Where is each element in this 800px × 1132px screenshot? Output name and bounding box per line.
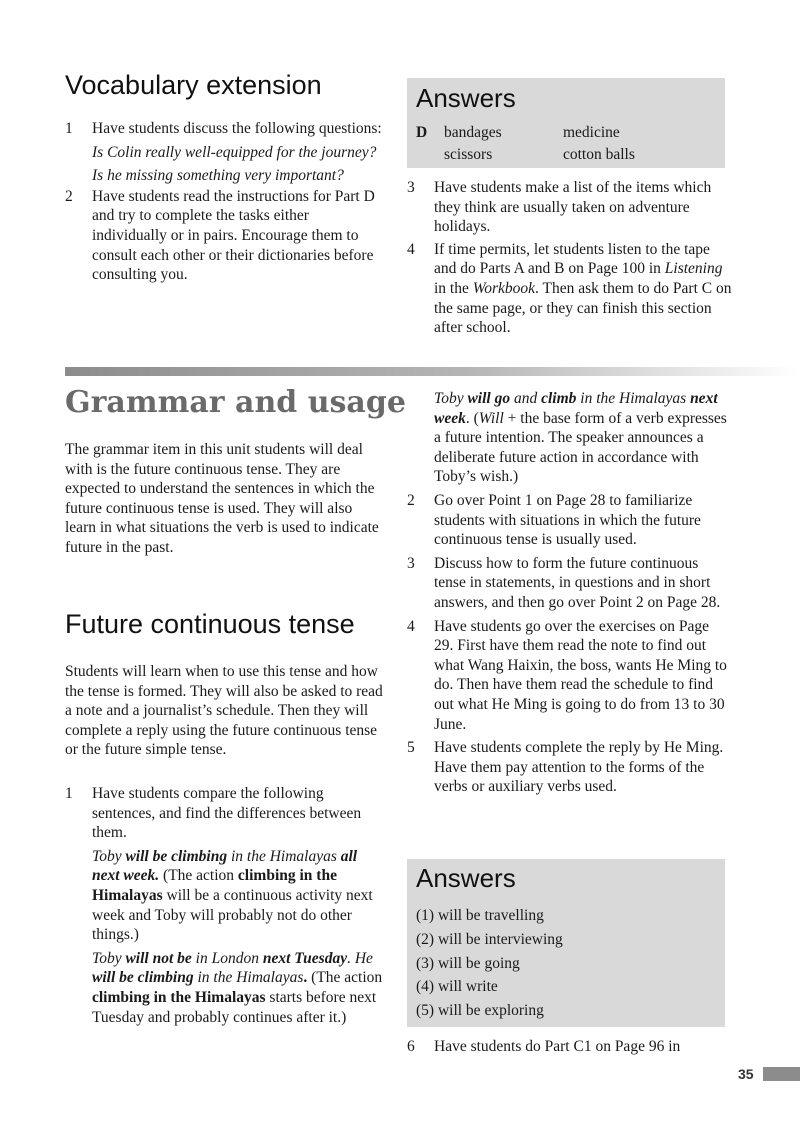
item-number: 4 — [407, 240, 415, 258]
vocab-list — [65, 119, 385, 285]
list-item — [407, 554, 732, 613]
answers-part-label: D — [416, 124, 428, 141]
example-sentence-1: Toby will be climbing in the Himalayas all next week. (The action climbing in the Himalayas will be a continuous activity next week and Toby will probably not do other things.) — [92, 847, 373, 944]
answer-cell: medicine — [563, 124, 620, 141]
question-1: Is Colin really well-equipped for the journey? — [92, 143, 377, 161]
item-number: 1 — [65, 785, 73, 802]
answer-item: (2) will be interviewing — [416, 930, 563, 948]
answer-item: (4) will write — [416, 978, 498, 996]
list-item — [407, 617, 732, 735]
example-sentence-2: Toby will not be in London next Tuesday. He will be climbing in the Himalayas. (The action climbing in the Himalayas starts before next Tuesday and probably continues after it.) — [92, 949, 383, 1026]
page-number-bar — [763, 1067, 800, 1081]
item-text: If time permits, let students listen to the tape and do Parts A and B on Page 100 in Listening in the Workbook. Then ask them to do Part C on the same page, or they can finish this section after school. — [434, 240, 732, 337]
answer-cell: bandages — [444, 124, 502, 141]
fct-title: Future continuous tense — [65, 609, 355, 639]
answers-box-bottom — [407, 859, 725, 1027]
item-text: Have students compare the following sentences, and find the differences between them. — [92, 785, 362, 842]
right-mid-list — [407, 389, 732, 797]
answers-title: Answers — [416, 863, 516, 893]
answers-box-top — [407, 78, 725, 168]
item-text: Have students discuss the following questions: — [92, 120, 382, 137]
answer-item: (1) will be travelling — [416, 907, 544, 924]
item-number: 3 — [407, 554, 415, 572]
list-item — [407, 240, 732, 338]
answer-cell: scissors — [444, 146, 493, 163]
item-number: 3 — [407, 179, 415, 196]
item-number: 1 — [65, 120, 73, 137]
item-text: Have students complete the reply by He Ming. Have them pay attention to the forms of the verbs or auxiliary verbs used. — [434, 739, 724, 796]
item-text: Have students go over the exercises on Page 29. First have them read the note to find out what Wang Haixin, the boss, wants He Ming to do. Then have them read the schedule to find out what He Ming is going to do from 13 to 30 June. — [434, 617, 727, 733]
list-item — [407, 178, 732, 237]
vocab-item-2 — [65, 187, 385, 285]
answers-title: Answers — [416, 83, 516, 113]
vocab-item-1 — [65, 119, 385, 186]
item-number: 2 — [407, 491, 415, 509]
item-number: 5 — [407, 739, 415, 757]
right-top-list — [407, 178, 732, 338]
question-2: Is he missing something very important? — [92, 167, 344, 185]
example-sentence-3: Toby will go and climb in the Himalayas next week. (Will + the base form of a verb expresses a future intention. The speaker announces a deliberate future action in accordance with Toby’s wish.) — [434, 390, 727, 486]
list-item — [65, 784, 383, 1027]
item-number: 2 — [65, 187, 73, 205]
answer-item: (3) will be going — [416, 954, 520, 972]
list-item — [407, 1037, 732, 1057]
fct-list — [65, 784, 383, 1027]
answer-cell: cotton balls — [563, 146, 635, 163]
item-text: Discuss how to form the future continuous tense in statements, in questions and in short answers, and then go over Point 2 on Page 28. — [434, 554, 721, 611]
answer-item: (5) will be exploring — [416, 1002, 544, 1020]
item-text: Have students make a list of the items which they think are usually taken on adventure holidays. — [434, 179, 712, 236]
item-text: Have students do Part C1 on Page 96 in — [434, 1038, 681, 1055]
list-item — [407, 738, 732, 797]
item-text: Go over Point 1 on Page 28 to familiarize students with situations in which the future continuous tense is usually used. — [434, 491, 701, 549]
vocab-title: Vocabulary extension — [65, 70, 322, 100]
answers-list — [416, 904, 563, 1023]
item-number: 4 — [407, 617, 415, 635]
page-number: 35 — [738, 1066, 754, 1082]
section-divider — [65, 367, 800, 376]
right-bottom-list — [407, 1037, 732, 1057]
grammar-title: Grammar and usage — [65, 385, 406, 420]
grammar-intro: The grammar item in this unit students will deal with is the future continuous tense. They are expected to understand the sentences in which the future continuous tense is used. They will also learn in what situations the verb is used to indicate future in the past. — [65, 441, 379, 556]
item-text: Have students read the instructions for Part D and try to complete the tasks either individually or in pairs. Encourage them to consult each other or their dictionaries before consulting you. — [92, 187, 375, 284]
item-number: 6 — [407, 1038, 415, 1055]
list-item — [407, 491, 732, 550]
fct-intro: Students will learn when to use this tense and how the tense is formed. They will also be asked to read a note and a journalist’s schedule. Then they will complete a reply using the future continuous tense or the future simple tense. — [65, 663, 383, 759]
